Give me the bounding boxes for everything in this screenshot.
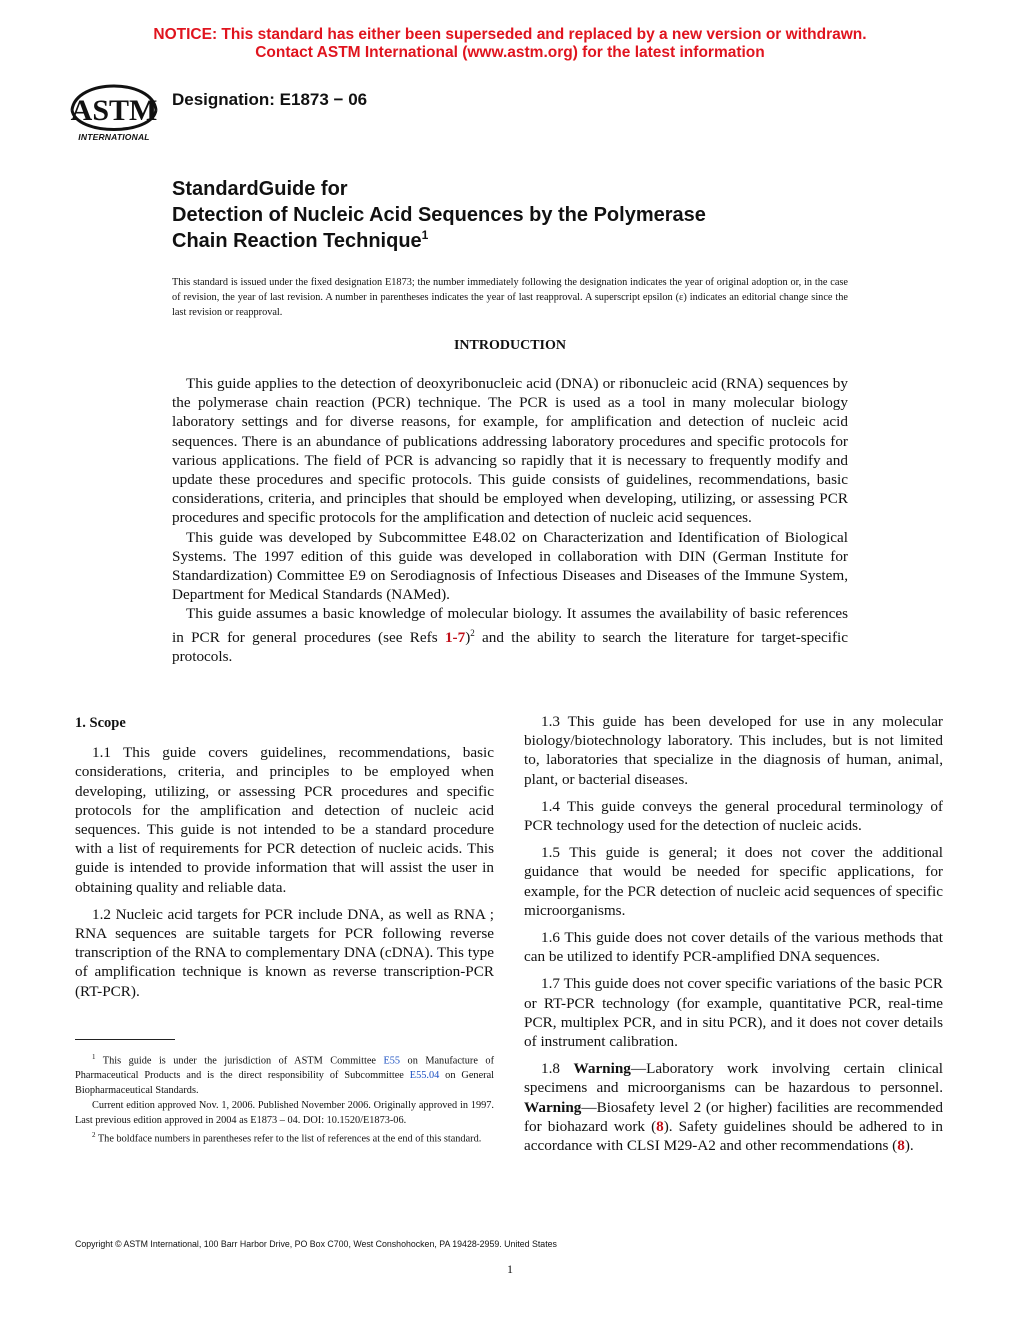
warning-label-1: Warning — [573, 1060, 631, 1078]
notice-line-1: NOTICE: This standard has either been superseded and replaced by a new version or withdrawn. — [153, 26, 867, 43]
notice-line-2: Contact ASTM International (www.astm.org) for the latest information — [255, 44, 765, 61]
committee-link-e55[interactable]: E55 — [383, 1055, 401, 1067]
introduction-body — [172, 374, 848, 666]
footnote-mark-2[interactable]: 2 — [470, 627, 475, 638]
intro-paragraph-2: This guide was developed by Subcommittee E48.02 on Characterization and Identification of Biological Systems. The 1997 edition of this guide was developed in collaboration with DIN (German Institute for Standardization) Committee E9 on Serodiagnosis of Infectious Diseases and Diseases of the Immune System, Department for Medical Standards (NAMed). — [172, 528, 848, 604]
scope-heading: 1. Scope — [75, 715, 126, 731]
title-footnote-mark[interactable]: 1 — [421, 228, 429, 242]
issuance-note: This standard is issued under the fixed designation E1873; the number immediately following the designation indicates the year of original adoption or, in the case of revision, the year of last revision. A number in parentheses indicates the year of last reapproval. A superscript epsilon (ε) indicates an editorial change since the last revision or reapproval. — [172, 277, 848, 318]
designation: Designation: E1873 − 06 — [172, 90, 368, 109]
intro-paragraph-1: This guide applies to the detection of deoxyribonucleic acid (DNA) or ribonucleic acid (RNA) sequences by the polymerase chain reaction (PCR) technique. The PCR is used as a tool in many molecular biology laboratory settings and for diverse reasons, for example, for amplification and detection of nucleic acid sequences. There is an abundance of publications addressing laboratory procedures and specific protocols for various applications. The field of PCR is advancing so rapidly that it is necessary to frequently modify and update these procedures and specific protocols. This guide consists of guidelines, recommendations, basic considerations, criteria, and principles that should be employed when developing, utilizing, or assessing PCR procedures and specific protocols for the amplification and detection of nucleic acid sequences. — [172, 375, 848, 527]
intro-paragraph-3: This guide assumes a basic knowledge of molecular biology. It assumes the availability of basic references in PCR for general procedures (see Refs 1-7)$^2$ and the ability to search the literature for target-specific protocols. — [172, 605, 848, 665]
section-1-6: 1.6 This guide does not cover details of the various methods that can be utilized to identify PCR-amplified DNA sequences. — [524, 929, 943, 966]
left-column — [75, 712, 494, 1009]
introduction-heading: INTRODUCTION — [453, 338, 566, 353]
title-line-1: StandardGuide for — [172, 178, 348, 200]
footnote-2: $^2$ The boldface numbers in parentheses refer to the list of references at the end of this standard. — [92, 1131, 482, 1145]
subcommittee-link-e55-04[interactable]: E55.04 — [409, 1070, 440, 1082]
reference-link-8[interactable]: 8 — [656, 1117, 664, 1135]
logo-letters: ASTM — [70, 94, 158, 127]
title-line-3: Chain Reaction Technique$^1$ — [172, 228, 429, 252]
footnotes — [75, 1050, 494, 1147]
logo-caption: INTERNATIONAL — [78, 132, 150, 142]
section-1-2: 1.2 Nucleic acid targets for PCR include DNA, as well as RNA ; RNA sequences are suitable targets for PCR following reverse transcription of the RNA to complementary DNA (cDNA). This type of amplification technique is known as reverse transcription-PCR (RT-PCR). — [75, 905, 494, 1000]
section-1-7: 1.7 This guide does not cover specific variations of the basic PCR or RT-PCR technology (for example, quantitative PCR, real-time PCR, multiplex PCR, and in situ PCR), and it does not cover details of instrument calibration. — [524, 975, 943, 1051]
title-line-2: Detection of Nucleic Acid Sequences by the Polymerase — [172, 204, 706, 226]
section-1-3: 1.3 This guide has been developed for use in any molecular biology/biotechnology laboratory. This includes, but is not limited to, laboratories that specialize in the diagnosis of human, animal, plant, or bacterial diseases. — [524, 713, 943, 788]
footnote-1: $^1$ This guide is under the jurisdiction of ASTM Committee E55 on Manufacture of Pharmaceutical Products and is the direct responsibility of Subcommittee E55.04 on General Biopharmaceutical Standards. — [75, 1053, 494, 1097]
section-1-5: 1.5 This guide is general; it does not cover the additional guidance that would be needed for specific applications, for example, for the PCR detection of nucleic acid sequences of specific microorganisms. — [524, 844, 943, 919]
section-1-4: 1.4 This guide conveys the general procedural terminology of PCR technology used for the detection of nucleic acids. — [524, 797, 943, 835]
warning-label-2: Warning — [524, 1098, 582, 1116]
footnote-1-edition: Current edition approved Nov. 1, 2006. Published November 2006. Originally approved in 1997. Last previous edition approved in 2004 as E1873 – 04. DOI: 10.1520/E1873-06. — [75, 1100, 494, 1127]
section-1-1: 1.1 This guide covers guidelines, recommendations, basic considerations, criteria, and principles to be employed when developing, utilizing, or assessing PCR procedures and specific protocols for the amplification and detection of nucleic acid sequences. This guide is not intended to be a standard procedure with a list of requirements for PCR detection of nucleic acids. This guide is intended to provide information that will assist the user in obtaining quality and reliable data. — [75, 744, 494, 896]
reference-link-1-7[interactable]: 1-7 — [444, 628, 466, 646]
document-title — [172, 176, 932, 254]
page-number: 1 — [507, 1262, 513, 1276]
reference-link-8-second[interactable]: 8 — [897, 1137, 905, 1155]
copyright-line: Copyright © ASTM International, 100 Barr Harbor Drive, PO Box C700, West Conshohocken, PA 19428-2959. United States — [75, 1239, 557, 1249]
section-1-8: 1.8 Warning—Laboratory work involving certain clinical specimens and microorganisms can be hazardous to personnel. Warning—Biosafety level 2 (or higher) facilities are recommended for biohazard work (8). Safety guidelines should be adhered to in accordance with CLSI M29-A2 and other recommendations (8). — [524, 1060, 944, 1155]
right-column — [524, 712, 943, 1163]
superseded-notice — [0, 26, 1020, 62]
footnote-divider — [75, 1039, 175, 1040]
